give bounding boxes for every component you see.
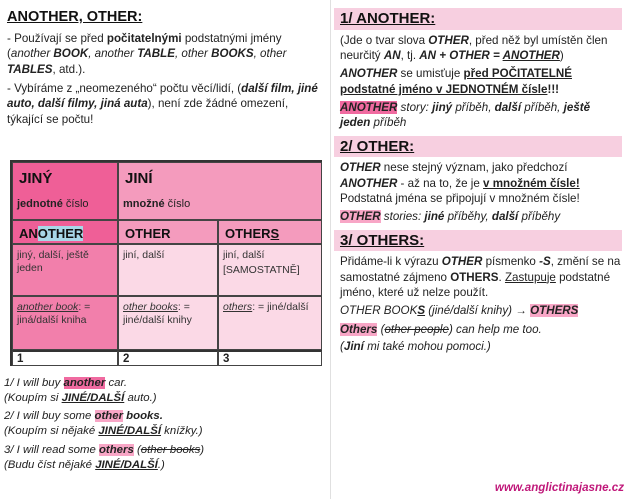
other-explanation: OTHER nese stejný význam, jako předchozí ANOTHER - až na to, že je v množném čísle! Podstatná jména se připojují v množném čísle! xyxy=(340,161,580,205)
cell-another-meaning: jiný, další, ještě jeden xyxy=(12,244,118,296)
cell-others-example: others: = jiné/další xyxy=(218,296,322,350)
column-divider xyxy=(330,0,331,499)
cell-another-example: another book: = jiná/další kniha xyxy=(12,296,118,350)
paragraph-countable: - Používají se před počitatelnými podstatnými jmény (another BOOK, another TABLE, other BOOKS, other TABLES, atd.). xyxy=(7,32,287,76)
others-explanation: Přidáme-li k výrazu OTHER písmenko -S, změní se na samostatné zájmeno OTHERS. Zastupuje podstatné jméno, které už nelze použít. xyxy=(340,255,621,299)
example-3: 3/ I will read some others (other books) (Budu číst nějaké JINÉ/DALŠÍ.) xyxy=(4,443,205,471)
section-another xyxy=(334,8,622,131)
comparison-table xyxy=(10,160,322,366)
section-title-others: 3/ OTHERS: xyxy=(334,230,622,252)
left-title: ANOTHER, OTHER: xyxy=(7,9,143,25)
header-singular: JINÝ jednotné číslo xyxy=(12,162,118,220)
other-example: OTHER stories: jiné příběhy, další příběhy xyxy=(340,210,561,224)
others-example-translation: (Jiní mi také mohou pomoci.) xyxy=(340,339,491,353)
column-number-2: 2 xyxy=(118,350,218,366)
others-transformation: OTHER BOOKS (jiné/další knihy) → OTHERS xyxy=(340,304,579,318)
section-title-another: 1/ ANOTHER: xyxy=(334,8,622,30)
column-number-1: 1 xyxy=(12,350,118,366)
section-other xyxy=(334,136,622,225)
header-plural: JINÍ množné číslo xyxy=(118,162,322,220)
examples xyxy=(4,376,326,476)
paragraph-unlimited: - Vybíráme z „neomezeného“ počtu věcí/lidí, (další film, jiné auto, další filmy, jiná auta), není zde žádné omezení, týkající se počtu! xyxy=(7,82,318,126)
column-others: OTHERS xyxy=(218,220,322,244)
right-column xyxy=(334,8,622,359)
arrow-right-icon: → xyxy=(515,304,527,318)
cell-other-example: other books: = jiné/další knihy xyxy=(118,296,218,350)
section-title-other: 2/ OTHER: xyxy=(334,136,622,158)
cell-other-meaning: jiní, další xyxy=(118,244,218,296)
another-example: ANOTHER story: jiný příběh, další příběh, ještě jeden příběh xyxy=(340,100,591,130)
example-2: 2/ I will buy some other books. (Koupím si nějaké JINÉ/DALŠÍ knížky.) xyxy=(4,410,203,438)
cell-others-meaning: jiní, další [SAMOSTATNĚ] xyxy=(218,244,322,296)
left-column xyxy=(4,8,326,131)
column-another: ANOTHER xyxy=(12,220,118,244)
example-1: 1/ I will buy another car. (Koupím si JINÉ/DALŠÍ auto.) xyxy=(4,377,157,405)
column-number-3: 3 xyxy=(218,350,322,366)
another-rule: ANOTHER se umisťuje před POČITATELNÉ podstatné jméno v JEDNOTNÉM čísle!!! xyxy=(340,67,572,96)
column-other: OTHER xyxy=(118,220,218,244)
website-link[interactable]: www.anglictinajasne.cz xyxy=(494,480,624,494)
section-others xyxy=(334,230,622,355)
others-example: Others (other people) can help me too. xyxy=(340,322,542,336)
another-explanation: (Jde o tvar slova OTHER, před něž byl umístěn člen neurčitý AN, tj. AN + OTHER = ANOTHER) xyxy=(340,33,608,63)
